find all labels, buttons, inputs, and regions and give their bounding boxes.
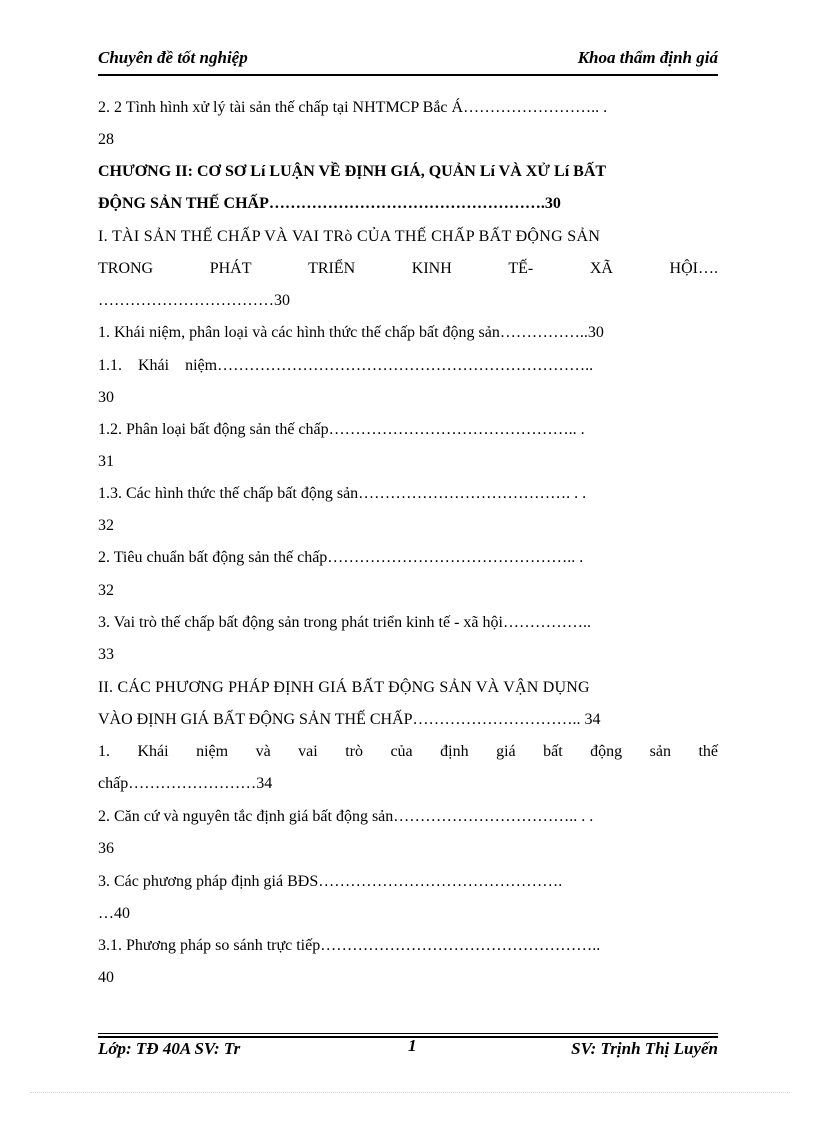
word: KINH <box>411 260 452 277</box>
footer-class-info: Lớp: TĐ 40A SV: Tr <box>98 1039 241 1058</box>
toc-entry-1-1 <box>98 354 718 378</box>
word: niệm <box>196 743 229 760</box>
word: niệm…………………………………………………………….. <box>185 357 594 374</box>
toc-entry-II-1 <box>98 740 718 764</box>
word: TRIỂN <box>308 260 356 277</box>
toc-chapter-2-title: CHƯƠNG II: CƠ SƠ Lí LUẬN VỀ ĐỊNH GIÁ, QUẢN Lí VÀ XỬ Lí BẤT <box>98 163 607 180</box>
footer-rule-thin <box>98 1033 718 1034</box>
toc-entry-II-1-page: chấp……………………34 <box>98 775 273 792</box>
toc-section-II-cont: VÀO ĐỊNH GIÁ BẤT ĐỘNG SẢN THẾ CHẤP………………………….. 34 <box>98 711 601 728</box>
toc-entry-1: 1. Khái niệm, phân loại và các hình thức thế chấp bất động sản……………..30 <box>98 324 604 341</box>
toc-entry-1-2-page: 31 <box>98 453 114 470</box>
word: HỘI…. <box>669 260 718 277</box>
toc-chapter-2-title-cont: ĐỘNG SẢN THẾ CHẤP…………………………………………….30 <box>98 195 561 212</box>
toc-entry-3-page: 33 <box>98 646 114 663</box>
word: thế <box>698 743 718 760</box>
word: TẾ- <box>508 260 534 277</box>
word: TRONG <box>98 260 154 277</box>
word: và <box>255 743 271 760</box>
toc-section-I-page: ……………………………30 <box>98 292 290 309</box>
toc-entry-2-2: 2. 2 Tình hình xử lý tài sản thế chấp tại NHTMCP Bắc Á…………………….. . <box>98 99 608 116</box>
toc-entry-II-2-page: 36 <box>98 840 114 857</box>
word: định <box>440 743 469 760</box>
toc-entry-2-page: 32 <box>98 582 114 599</box>
word: PHÁT <box>209 260 252 277</box>
toc-entry-II-3-1: 3.1. Phương pháp so sánh trực tiếp…………………………………………….. <box>98 937 601 954</box>
word: giá <box>496 743 516 760</box>
word: vai <box>298 743 318 760</box>
page-bottom-divider <box>30 1092 790 1093</box>
toc-entry-2-2-page: 28 <box>98 131 114 148</box>
toc-entry-II-3: 3. Các phương pháp định giá BĐS………………………………………. <box>98 873 563 890</box>
word: 1.1. <box>98 357 122 374</box>
toc-section-II: II. CÁC PHƯƠNG PHÁP ĐỊNH GIÁ BẤT ĐỘNG SẢN VÀ VẬN DỤNG <box>98 679 590 696</box>
toc-entry-II-2: 2. Căn cứ và nguyên tắc định giá bất động sản…………………………….. . . <box>98 808 594 825</box>
toc-entry-3: 3. Vai trò thế chấp bất động sản trong phát triển kinh tế - xã hội…………….. <box>98 614 591 631</box>
toc-entry-1-3: 1.3. Các hình thức thế chấp bất động sản…………………………………. . . <box>98 485 587 502</box>
toc-entry-1-2: 1.2. Phân loại bất động sản thế chấp……………………………………….. . <box>98 421 585 438</box>
word: Khái <box>138 357 170 374</box>
page-number: 1 <box>408 1036 417 1055</box>
word: XÃ <box>589 260 613 277</box>
word: sản <box>649 743 671 760</box>
header-right-title: Khoa thẩm định giá <box>577 48 718 67</box>
word: trò <box>345 743 363 760</box>
word: 1. <box>98 743 110 760</box>
toc-entry-1-1-page: 30 <box>98 389 114 406</box>
footer-student-name: SV: Trịnh Thị Luyến <box>571 1039 718 1058</box>
word: Khái <box>137 743 169 760</box>
page-header <box>98 46 718 74</box>
toc-entry-2: 2. Tiêu chuẩn bất động sản thế chấp……………………………………….. . <box>98 549 584 566</box>
word: của <box>390 743 413 760</box>
word: động <box>590 743 623 760</box>
toc-entry-II-3-1-page: 40 <box>98 969 114 986</box>
header-left-title: Chuyên đề tốt nghiệp <box>98 48 248 67</box>
toc-entry-1-3-page: 32 <box>98 517 114 534</box>
header-rule <box>98 74 718 76</box>
toc-entry-II-3-page: …40 <box>98 905 130 922</box>
page-footer <box>98 1036 718 1063</box>
word: bất <box>543 743 563 760</box>
toc-section-I-cont <box>98 257 718 281</box>
toc-section-I: I. TÀI SẢN THẾ CHẤP VÀ VAI TRò CỦA THẾ CHẤP BẤT ĐỘNG SẢN <box>98 228 601 245</box>
